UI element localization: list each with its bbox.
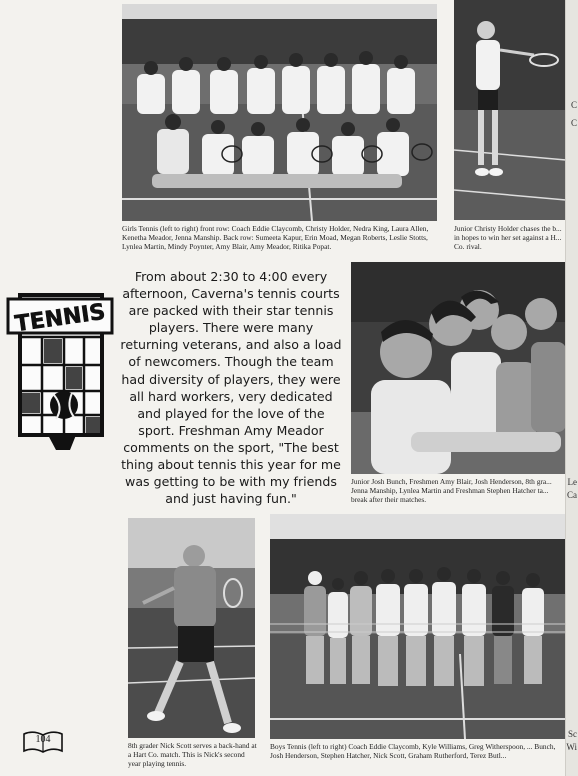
tennis-title-text: TENNIS	[13, 299, 107, 338]
edge-letter: Sc	[568, 729, 577, 739]
boys-team-caption: Boys Tennis (left to right) Coach Eddie Claycomb, Kyle Williams, Greg Witherspoon, ... Bunch, Josh Henderson, Stephen Hatcher, Nick Scott, Graham Rutherford, Terez Butl...	[270, 742, 556, 760]
edge-letter: Le	[567, 477, 577, 487]
girls-team-caption: Girls Tennis (left to right) front row: Coach Eddie Claycomb, Christy Holder, Nedra King, Laura Allen, Kenetha Meador, Jenna Manship. Back row: Sumeeta Kapur, Erin Moad, Megan Roberts, Leslie Stotts, Lynlea Martin, Mindy Poynter, Amy Blair, Amy Meador, Ritika Popat.	[122, 224, 429, 251]
next-page-edge	[565, 0, 578, 776]
story-text: From about 2:30 to 4:00 every afternoon, Caverna's tennis courts are packed with their star tennis players. There were many returning veterans, and also a load of newcomers. Though the team had diversity of players, they were all hard workers, very dedicated and played for the love of the sport. Freshman Amy Meador comments on the sport, "The best thing about tennis this year for me was getting to be with my friends and just having fun."	[120, 269, 342, 507]
nick-scott-caption: 8th grader Nick Scott serves a back-hand at a Hart Co. match. This is Nick's second year playing tennis.	[128, 741, 257, 768]
page-number: 104	[35, 734, 51, 745]
girls-team-photo	[122, 4, 437, 221]
christy-holder-photo	[454, 0, 566, 220]
tennis-section-logo	[6, 285, 114, 450]
group-break-caption: Junior Josh Bunch, Freshmen Amy Blair, Josh Henderson, 8th gra... Jenna Manship, Lynlea Martin and Freshman Stephen Hatcher ta... break after their matches.	[351, 477, 552, 504]
boys-team-photo	[270, 514, 566, 739]
nick-scott-photo	[128, 518, 255, 738]
group-break-photo	[351, 262, 566, 474]
christy-holder-caption: Junior Christy Holder chases the b... in hopes to win her set against a H... Co. rival.	[454, 224, 562, 251]
edge-letter: Wi	[566, 742, 577, 752]
edge-letter: C	[570, 100, 577, 110]
edge-letter: C	[570, 118, 577, 128]
edge-letter: Ca	[567, 490, 577, 500]
